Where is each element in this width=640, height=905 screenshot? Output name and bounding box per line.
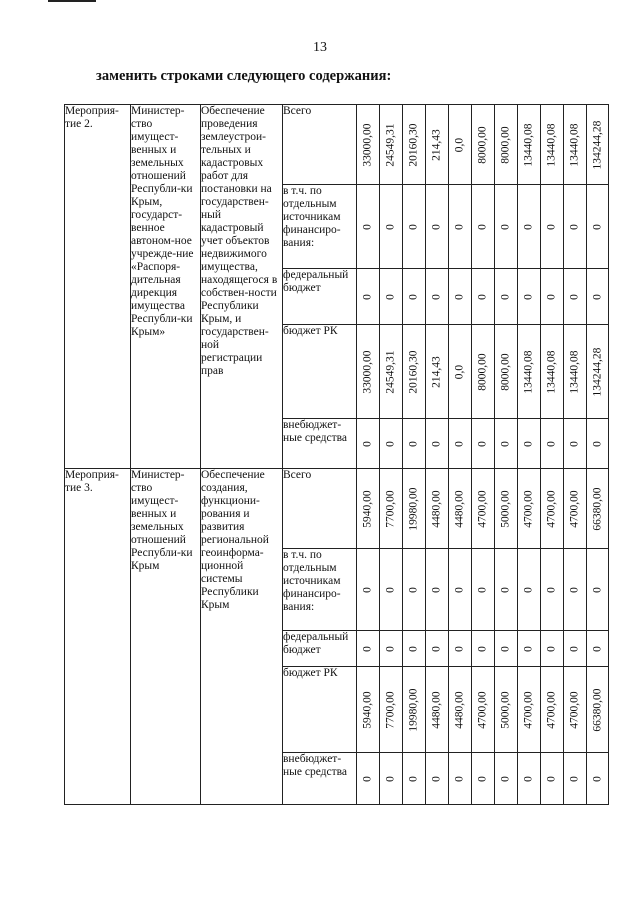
amount-cell: [495, 753, 518, 805]
amount-cell: [426, 419, 449, 469]
amount-cell: [357, 469, 380, 549]
amount-value: 0: [545, 645, 558, 652]
amount-value: 0: [591, 223, 603, 230]
amount-value: 8000,00: [499, 125, 512, 164]
amount-value: 24549,31: [384, 122, 397, 167]
amount-cell: [587, 325, 609, 419]
amount-cell: [472, 631, 495, 667]
amount-cell: [426, 549, 449, 631]
funding-source-label: Всего: [283, 469, 357, 549]
amount-cell: [564, 631, 587, 667]
amount-cell: [472, 269, 495, 325]
amount-cell: [426, 753, 449, 805]
amount-value: 4480,00: [453, 489, 466, 528]
amount-value: 0: [499, 775, 512, 782]
amount-value: 5940,00: [361, 690, 374, 729]
amount-cell: [380, 269, 403, 325]
amount-value: 0: [430, 586, 443, 593]
measure-executor: Министер-ство имущест-венных и земельных отношений Республи-ки Крым: [131, 469, 201, 805]
amount-value: 4700,00: [476, 489, 489, 528]
amount-cell: [449, 753, 472, 805]
amount-value: 0: [522, 586, 535, 593]
amount-cell: [472, 549, 495, 631]
amount-value: 0,0: [453, 364, 466, 379]
amount-cell: [541, 469, 564, 549]
amount-cell: [541, 105, 564, 185]
amount-cell: [518, 469, 541, 549]
amount-cell: [495, 105, 518, 185]
table-row: [65, 469, 609, 549]
funding-source-label: в т.ч. по отдельным источникам финансиро-вания:: [283, 185, 357, 269]
amount-cell: [357, 419, 380, 469]
amount-value: 0: [591, 775, 603, 782]
amount-value: 0: [453, 440, 466, 447]
amount-value: 5000,00: [499, 690, 512, 729]
funding-table: [64, 104, 609, 805]
measure-name: Мероприя-тие 2.: [65, 105, 131, 469]
amount-value: 0: [476, 645, 489, 652]
amount-value: 0: [430, 645, 443, 652]
amount-value: 13440,08: [545, 122, 558, 167]
amount-cell: [449, 667, 472, 753]
amount-cell: [449, 185, 472, 269]
amount-cell: [426, 325, 449, 419]
amount-value: 0: [476, 440, 489, 447]
amount-value: 5940,00: [361, 489, 374, 528]
amount-cell: [587, 469, 609, 549]
amount-value: 0: [430, 775, 443, 782]
amount-cell: [426, 105, 449, 185]
amount-cell: [380, 667, 403, 753]
amount-cell: [518, 269, 541, 325]
amount-value: 0: [430, 223, 443, 230]
top-edge-mark: [48, 0, 96, 2]
amount-cell: [587, 185, 609, 269]
amount-value: 0: [384, 440, 397, 447]
amount-cell: [426, 185, 449, 269]
amount-cell: [495, 667, 518, 753]
amount-value: 7700,00: [384, 489, 397, 528]
amount-value: 0: [499, 293, 512, 300]
amount-value: 8000,00: [499, 352, 512, 391]
amount-cell: [472, 469, 495, 549]
page-number: 13: [313, 40, 327, 55]
amount-cell: [357, 185, 380, 269]
amount-cell: [518, 325, 541, 419]
amount-value: 4700,00: [545, 489, 558, 528]
amount-value: 4700,00: [545, 690, 558, 729]
amount-value: 0: [568, 293, 581, 300]
amount-value: 4480,00: [430, 690, 443, 729]
amount-cell: [495, 419, 518, 469]
amount-cell: [449, 325, 472, 419]
amount-cell: [541, 667, 564, 753]
amount-cell: [495, 549, 518, 631]
amount-value: 0: [384, 645, 397, 652]
amount-cell: [403, 469, 426, 549]
amount-cell: [380, 185, 403, 269]
amount-value: 7700,00: [384, 690, 397, 729]
amount-value: 13440,08: [522, 122, 535, 167]
amount-value: 33000,00: [361, 349, 374, 394]
amount-value: 13440,08: [522, 349, 535, 394]
amount-value: 0: [453, 293, 466, 300]
amount-value: 0: [453, 586, 466, 593]
amount-value: 0: [361, 223, 374, 230]
amount-value: 0: [361, 440, 374, 447]
amount-cell: [472, 185, 495, 269]
amount-cell: [403, 419, 426, 469]
amount-value: 66380,00: [591, 486, 603, 531]
amount-value: 0: [407, 293, 420, 300]
amount-value: 0: [545, 775, 558, 782]
amount-value: 0: [545, 586, 558, 593]
amount-cell: [495, 631, 518, 667]
measure-description: Обеспечение создания, функциони-рования и развития региональной геоинформа-ционной системы Республики Крым: [201, 469, 283, 805]
amount-value: 0: [568, 586, 581, 593]
amount-value: 0: [522, 440, 535, 447]
amount-cell: [403, 753, 426, 805]
amount-cell: [380, 419, 403, 469]
amount-value: 0: [361, 645, 374, 652]
amount-cell: [357, 631, 380, 667]
measure-executor: Министер-ство имущест-венных и земельных отношений Республи-ки Крым, государст-венное автоном-ное учрежде-ние «Распоря-дительная дирекция имущества Республи-ки Крым»: [131, 105, 201, 469]
amount-cell: [380, 753, 403, 805]
amount-cell: [403, 325, 426, 419]
amount-value: 0: [568, 775, 581, 782]
amount-cell: [449, 419, 472, 469]
amount-value: 20160,30: [407, 349, 420, 394]
amount-cell: [357, 325, 380, 419]
amount-cell: [449, 269, 472, 325]
amount-value: 0: [361, 586, 374, 593]
amount-cell: [587, 753, 609, 805]
amount-value: 8000,00: [476, 125, 489, 164]
amount-value: 0: [384, 223, 397, 230]
amount-value: 0: [591, 586, 603, 593]
amount-value: 4700,00: [522, 690, 535, 729]
amount-cell: [587, 667, 609, 753]
amount-value: 0: [407, 223, 420, 230]
amount-value: 0: [476, 775, 489, 782]
amount-cell: [541, 419, 564, 469]
amount-cell: [495, 469, 518, 549]
amount-value: 0: [522, 293, 535, 300]
amount-cell: [564, 549, 587, 631]
amount-value: 4700,00: [568, 690, 581, 729]
amount-cell: [403, 105, 426, 185]
amount-cell: [380, 469, 403, 549]
amount-value: 0: [407, 645, 420, 652]
amount-value: 0: [499, 223, 512, 230]
funding-source-label: федеральный бюджет: [283, 269, 357, 325]
amount-cell: [357, 269, 380, 325]
amount-cell: [357, 753, 380, 805]
amount-value: 0: [453, 645, 466, 652]
amount-cell: [587, 631, 609, 667]
amount-value: 33000,00: [361, 122, 374, 167]
amount-value: 0: [545, 440, 558, 447]
amount-value: 134244,28: [591, 120, 603, 169]
amount-cell: [541, 631, 564, 667]
amount-value: 0: [476, 223, 489, 230]
amount-cell: [587, 269, 609, 325]
funding-source-label: в т.ч. по отдельным источникам финансиро-вания:: [283, 549, 357, 631]
amount-cell: [426, 269, 449, 325]
amount-value: 0: [522, 223, 535, 230]
amount-value: 0: [591, 440, 603, 447]
amount-cell: [518, 185, 541, 269]
amount-cell: [472, 325, 495, 419]
amount-cell: [449, 469, 472, 549]
amount-value: 0: [407, 775, 420, 782]
amount-value: 19980,00: [407, 687, 420, 732]
amount-cell: [564, 419, 587, 469]
amount-value: 0: [568, 223, 581, 230]
amount-cell: [380, 631, 403, 667]
amount-value: 4700,00: [522, 489, 535, 528]
amount-cell: [518, 753, 541, 805]
funding-source-label: федеральный бюджет: [283, 631, 357, 667]
amount-cell: [380, 105, 403, 185]
amount-cell: [541, 325, 564, 419]
amount-cell: [357, 105, 380, 185]
funding-source-label: бюджет РК: [283, 667, 357, 753]
amount-value: 19980,00: [407, 486, 420, 531]
amount-cell: [403, 549, 426, 631]
amount-value: 4700,00: [568, 489, 581, 528]
amount-cell: [518, 631, 541, 667]
amount-cell: [495, 269, 518, 325]
amount-value: 0: [476, 586, 489, 593]
amount-value: 0: [407, 586, 420, 593]
amount-value: 0: [522, 775, 535, 782]
amount-value: 0: [384, 293, 397, 300]
intro-text: заменить строками следующего содержания:: [96, 68, 392, 84]
amount-cell: [587, 105, 609, 185]
funding-source-label: внебюджет-ные средства: [283, 753, 357, 805]
amount-value: 0: [545, 293, 558, 300]
amount-cell: [541, 185, 564, 269]
amount-cell: [564, 325, 587, 419]
amount-value: 13440,08: [545, 349, 558, 394]
amount-cell: [587, 549, 609, 631]
funding-source-label: внебюджет-ные средства: [283, 419, 357, 469]
amount-value: 4480,00: [430, 489, 443, 528]
amount-value: 0: [407, 440, 420, 447]
amount-value: 4480,00: [453, 690, 466, 729]
amount-value: 13440,08: [568, 349, 581, 394]
amount-cell: [564, 185, 587, 269]
amount-value: 0: [430, 293, 443, 300]
amount-value: 134244,28: [591, 347, 603, 396]
amount-cell: [357, 667, 380, 753]
amount-cell: [518, 419, 541, 469]
amount-cell: [403, 185, 426, 269]
amount-cell: [541, 269, 564, 325]
amount-cell: [587, 419, 609, 469]
amount-value: 0: [499, 440, 512, 447]
amount-cell: [472, 105, 495, 185]
table-row: [65, 105, 609, 185]
amount-value: 20160,30: [407, 122, 420, 167]
amount-cell: [541, 549, 564, 631]
amount-cell: [472, 419, 495, 469]
amount-cell: [380, 325, 403, 419]
amount-cell: [426, 631, 449, 667]
amount-cell: [564, 753, 587, 805]
amount-cell: [472, 667, 495, 753]
amount-value: 0: [430, 440, 443, 447]
amount-cell: [357, 549, 380, 631]
amount-value: 0: [522, 645, 535, 652]
amount-value: 0: [384, 586, 397, 593]
amount-value: 4700,00: [476, 690, 489, 729]
amount-value: 24549,31: [384, 349, 397, 394]
amount-value: 214,43: [430, 128, 443, 161]
amount-cell: [518, 549, 541, 631]
amount-value: 0: [568, 645, 581, 652]
amount-value: 0: [499, 586, 512, 593]
amount-value: 0,0: [453, 137, 466, 152]
amount-value: 214,43: [430, 355, 443, 388]
amount-cell: [472, 753, 495, 805]
amount-value: 0: [361, 775, 374, 782]
amount-cell: [541, 753, 564, 805]
measure-description: Обеспечение проведения землеустрои-тельных и кадастровых работ для постановки на государствен-ный кадастровый учет объектов недвижимого имущества, находящегося в собствен-ности Республики Крым, и государствен-ной регистрации прав: [201, 105, 283, 469]
amount-value: 13440,08: [568, 122, 581, 167]
amount-value: 0: [476, 293, 489, 300]
amount-value: 0: [453, 775, 466, 782]
amount-value: 5000,00: [499, 489, 512, 528]
amount-cell: [449, 105, 472, 185]
amount-cell: [518, 667, 541, 753]
amount-value: 8000,00: [476, 352, 489, 391]
measure-name: Мероприя-тие 3.: [65, 469, 131, 805]
amount-value: 66380,00: [591, 687, 603, 732]
amount-cell: [564, 469, 587, 549]
amount-value: 0: [568, 440, 581, 447]
amount-cell: [426, 667, 449, 753]
amount-value: 0: [453, 223, 466, 230]
amount-cell: [449, 631, 472, 667]
amount-value: 0: [545, 223, 558, 230]
funding-source-label: Всего: [283, 105, 357, 185]
amount-cell: [426, 469, 449, 549]
amount-cell: [564, 105, 587, 185]
amount-value: 0: [361, 293, 374, 300]
amount-cell: [380, 549, 403, 631]
amount-value: 0: [591, 645, 603, 652]
amount-cell: [564, 667, 587, 753]
amount-cell: [403, 667, 426, 753]
amount-value: 0: [499, 645, 512, 652]
funding-source-label: бюджет РК: [283, 325, 357, 419]
amount-cell: [403, 269, 426, 325]
amount-cell: [518, 105, 541, 185]
amount-cell: [564, 269, 587, 325]
amount-cell: [403, 631, 426, 667]
amount-value: 0: [591, 293, 603, 300]
amount-cell: [495, 185, 518, 269]
amount-value: 0: [384, 775, 397, 782]
amount-cell: [449, 549, 472, 631]
amount-cell: [495, 325, 518, 419]
